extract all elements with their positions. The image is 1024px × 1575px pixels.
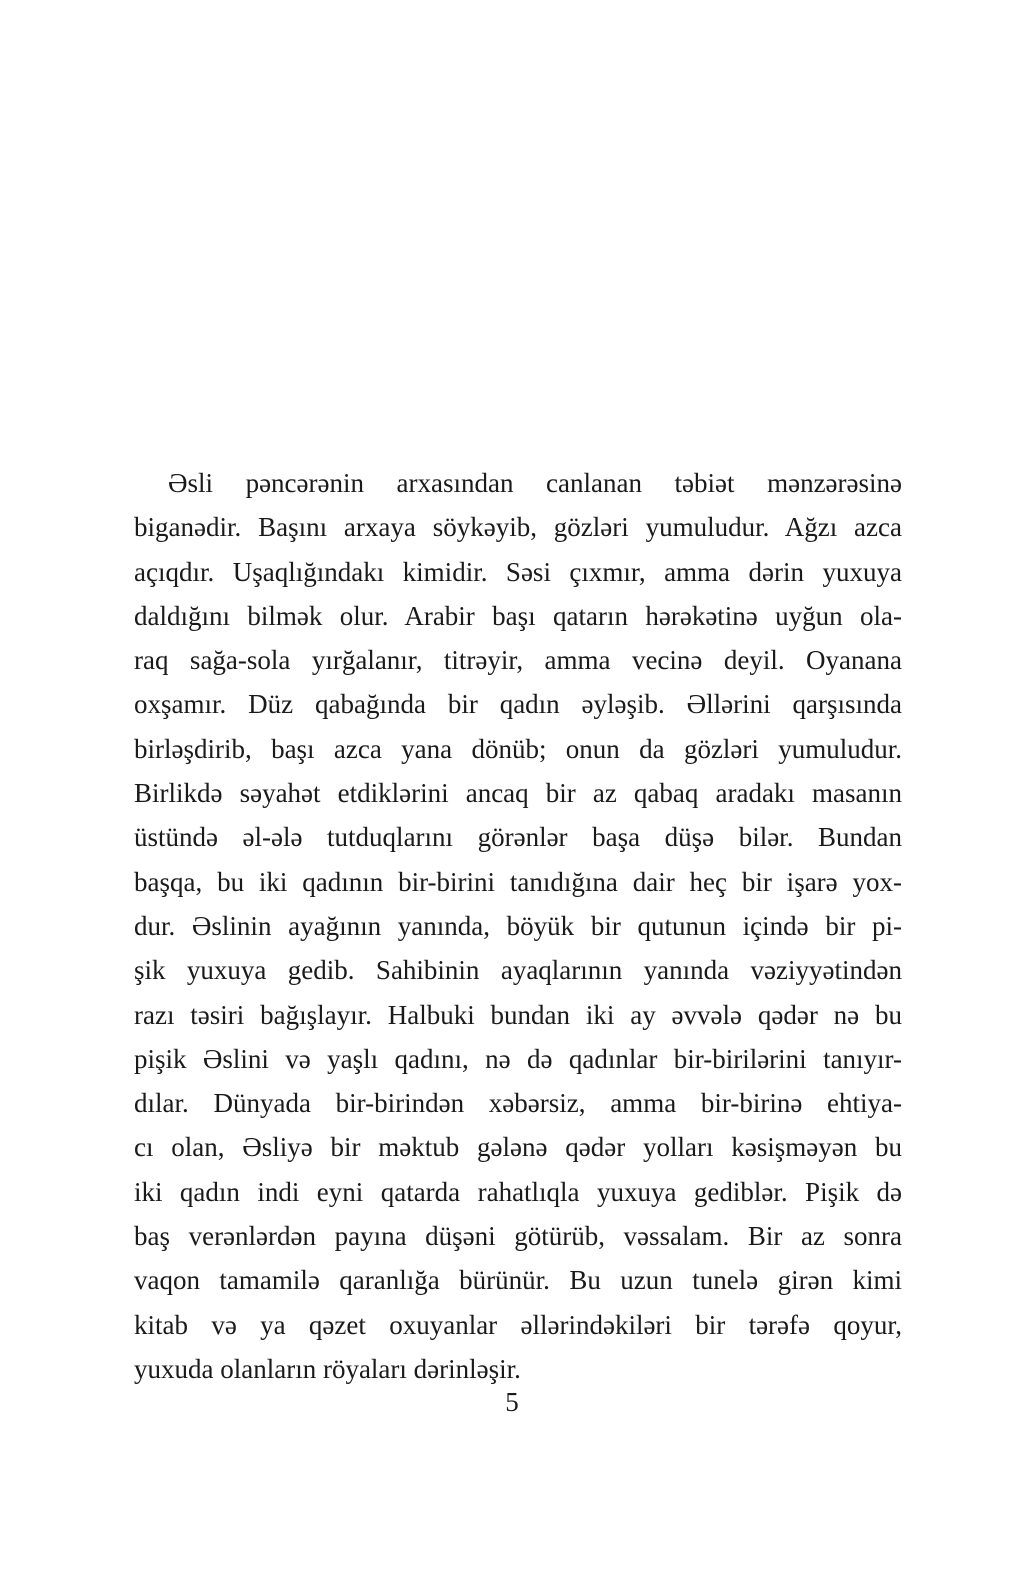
paragraph-line: başqa, bu iki qadının bir-birini tanıdığına dair heç bir işarə yox- — [134, 866, 902, 897]
paragraph-line: birləşdirib, başı azca yana dönüb; onun da gözləri yumuludur. — [134, 733, 902, 764]
paragraph-line: dılar. Dünyada bir-birindən xəbərsiz, amma bir-birinə ehtiya- — [134, 1088, 902, 1119]
paragraph-line: vaqon tamamilə qaranlığa bürünür. Bu uzun tunelə girən kimi — [134, 1265, 902, 1296]
paragraph-line: daldığını bilmək olur. Arabir başı qatarın hərəkətinə uyğun ola- — [134, 600, 902, 631]
paragraph-line: Əsli pəncərənin arxasından canlanan təbiət mənzərəsinə — [168, 468, 902, 498]
paragraph-line: baş verənlərdən payına düşəni götürüb, vəssalam. Bir az sonra — [134, 1221, 902, 1252]
paragraph-line: razı təsiri bağışlayır. Halbuki bundan iki ay əvvələ qədər nə bu — [134, 999, 902, 1030]
paragraph-line: Birlikdə səyahət etdiklərini ancaq bir az qabaq aradakı masanın — [134, 778, 902, 809]
paragraph-line: açıqdır. Uşaqlığındakı kimidir. Səsi çıxmır, amma dərin yuxuya — [134, 556, 902, 587]
paragraph-line: iki qadın indi eyni qatarda rahatlıqla yuxuya gediblər. Pişik də — [134, 1176, 902, 1207]
paragraph-line: dur. Əslinin ayağının yanında, böyük bir qutunun içində bir pi- — [134, 910, 902, 941]
paragraph-line: kitab və ya qəzet oxuyanlar əllərindəkiləri bir tərəfə qoyur, — [134, 1309, 902, 1340]
paragraph-line: raq sağa-sola yırğalanır, titrəyir, amma vecinə deyil. Oyanana — [134, 645, 902, 676]
paragraph-line: pişik Əslini və yaşlı qadını, nə də qadınlar bir-birilərini tanıyır- — [134, 1043, 902, 1074]
paragraph-line: oxşamır. Düz qabağında bir qadın əyləşib. Əllərini qarşısında — [134, 689, 902, 720]
paragraph-line: cı olan, Əsliyə bir məktub gələnə qədər yolları kəsişməyən bu — [134, 1132, 902, 1163]
paragraph-line: yuxuda olanların röyaları dərinləşir. — [134, 1353, 521, 1384]
page-number: 5 — [505, 1387, 519, 1417]
paragraph-line: şik yuxuya gedib. Sahibinin ayaqlarının yanında vəziyyətindən — [134, 955, 902, 986]
paragraph-line: biganədir. Başını arxaya söykəyib, gözləri yumuludur. Ağzı azca — [134, 512, 902, 543]
body-paragraph — [134, 461, 902, 1391]
paragraph-line: üstündə əl-ələ tutduqlarını görənlər başa düşə bilər. Bundan — [134, 822, 902, 853]
